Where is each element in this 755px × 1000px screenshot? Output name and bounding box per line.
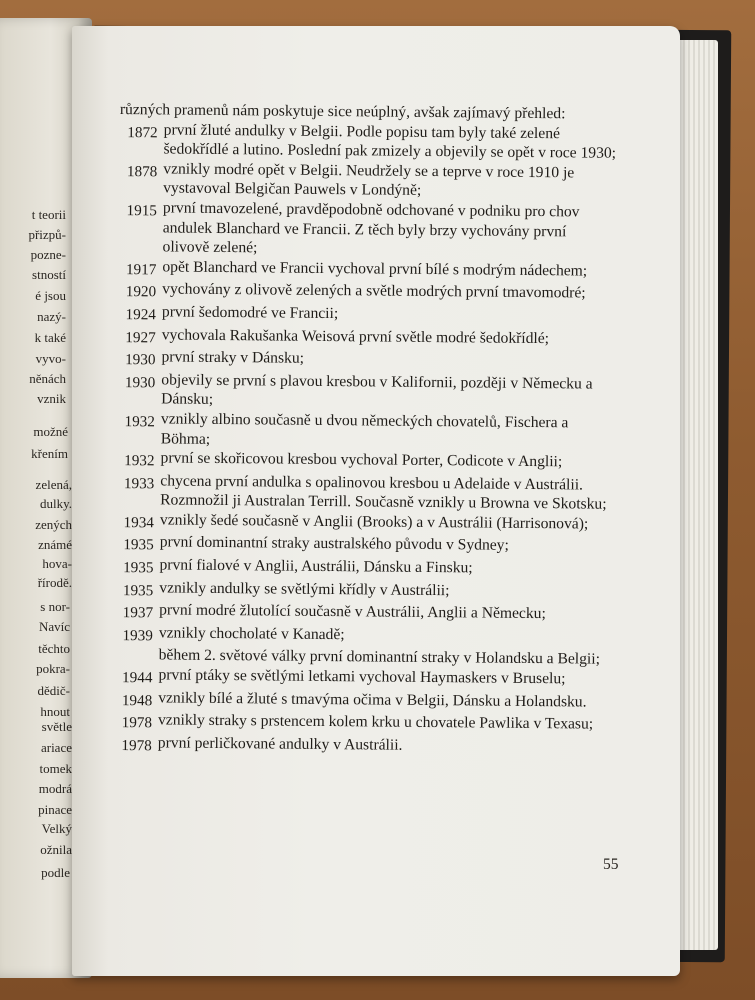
left-page-fragment: zených xyxy=(35,517,72,532)
left-page-fragment: křením xyxy=(31,446,68,461)
entry-text: první se skořicovou kresbou vychoval Porter, Codicote v Anglii; xyxy=(160,449,563,471)
left-page-fragment: něnách xyxy=(29,371,66,386)
entry-text: vznikly albino současně u dvou německých chovatelů, Fischera a Böhma; xyxy=(160,410,569,448)
left-page-fragment: pinace xyxy=(38,802,72,817)
left-page-fragment: t teorii xyxy=(31,207,66,222)
intro-paragraph: různých pramenů nám poskytuje sice neúplný, avšak zajímavý přehled: xyxy=(119,101,566,123)
entry-text: první žluté andulky v Belgii. Podle popisu tam byly také zelené šedokřídlé a lutino. Poslední pak zmizely a objevily se opět v roce 1930; xyxy=(163,121,617,162)
entry-text: první šedomodré ve Francii; xyxy=(161,303,339,323)
entry-year: 1978 xyxy=(121,736,152,755)
entry-text: vznikly chocholaté v Kanadě; xyxy=(158,624,345,644)
entry-year: 1872 xyxy=(127,123,158,141)
entry-year: 1933 xyxy=(123,474,155,493)
entry-text: vznikly straky s prstencem kolem krku u chovatele Pawlika v Texasu; xyxy=(157,711,594,733)
entry-year: 1937 xyxy=(122,604,154,622)
entry-year: 1935 xyxy=(123,559,154,577)
left-page-fragment: hnout xyxy=(40,704,70,719)
timeline-entry xyxy=(116,198,617,262)
left-page-fragment: pokra- xyxy=(36,661,70,676)
entry-text: vznikly bílé a žluté s tmavýma očima v Belgii, Dánsku a Holandsku. xyxy=(158,689,587,711)
left-page-fragment: s nor- xyxy=(40,599,70,614)
entry-year: 1944 xyxy=(121,669,153,687)
entry-year: 1930 xyxy=(125,351,156,369)
left-page-fragment: podle xyxy=(41,865,70,880)
entry-year: 1917 xyxy=(125,260,157,279)
entry-year: 1878 xyxy=(126,162,158,181)
left-page-fragment: Velký xyxy=(41,821,72,836)
entry-year: 1927 xyxy=(125,328,156,346)
entry-text: první ptáky se světlými letkami vychoval Haymaskers v Bruselu; xyxy=(158,666,566,688)
left-page-fragment: dulky. xyxy=(39,496,72,511)
left-page-fragment: světle xyxy=(41,719,72,734)
entry-text: opět Blanchard ve Francii vychoval první bílé s modrým nádechem; xyxy=(162,258,588,280)
entry-year: 1932 xyxy=(124,452,155,470)
entry-year: 1930 xyxy=(124,373,156,392)
left-page-fragment: přizpů- xyxy=(28,227,66,242)
left-page-fragment: známé xyxy=(38,537,72,552)
entry-text: vznikly šedé současně v Anglii (Brooks) a v Austrálii (Harrisonová); xyxy=(159,511,589,533)
entry-text: první tmavozelené, pravděpodobně odchované v podniku pro chov andulek Blanchard ve Francii. Z těch byly brzy vychovány první olivově zelené; xyxy=(162,199,580,257)
left-page-fragment: řírodě. xyxy=(37,575,72,590)
entry-text: první straky v Dánsku; xyxy=(161,348,305,367)
entry-text: první modré žlutolící současně v Austrálii, Anglii a Německu; xyxy=(159,601,546,623)
timeline-entry xyxy=(115,409,615,453)
entry-text: první perličkované andulky v Austrálii. xyxy=(157,734,403,754)
entry-text: vznikly modré opět v Belgii. Neudržely se a teprve v roce 1910 je vystavoval Belgičan Pauwels v Londýně; xyxy=(163,160,575,200)
left-page-fragment: pozne- xyxy=(30,247,66,262)
entry-text: objevily se první s plavou kresbou v Kalifornii, později v Německu a Dánsku; xyxy=(161,371,593,409)
left-page-fragment: ožnila xyxy=(40,842,72,857)
timeline-entry xyxy=(112,733,612,760)
entry-text: vychovány z olivově zelených a světle modrých první tmavomodré; xyxy=(162,280,586,302)
left-page-fragment: vyvo- xyxy=(35,351,66,366)
timeline-list xyxy=(112,120,618,761)
entry-year: 1935 xyxy=(123,536,154,554)
left-page-fragment: tomek xyxy=(39,761,72,776)
entry-year: 1948 xyxy=(121,691,153,709)
entry-text: chycena první andulka s opalinovou kresbou u Adelaide v Austrálii. Rozmnožil ji Australan Terrill. Současně vznikly u Browna ve Skotsku; xyxy=(160,472,607,513)
timeline-entry xyxy=(114,471,614,515)
left-page-fragment: možné xyxy=(33,424,68,439)
entry-text: vychovala Rakušanka Weisová první světle modré šedokřídlé; xyxy=(161,325,550,347)
left-page-fragment: é jsou xyxy=(35,288,66,303)
entry-year: 1978 xyxy=(121,714,153,732)
entry-text: první fialové v Anglii, Austrálii, Dánsku a Finsku; xyxy=(159,556,473,577)
left-page-fragment: stností xyxy=(32,267,66,282)
entry-year xyxy=(113,645,159,648)
left-page-fragment: k také xyxy=(34,330,66,345)
left-page-fragment: Navíc xyxy=(38,619,70,634)
left-page-fragment: zelená, xyxy=(35,477,72,492)
entry-year: 1932 xyxy=(124,412,155,431)
entry-text: první dominantní straky australského původu v Sydney; xyxy=(159,533,509,555)
timeline-entry xyxy=(115,370,615,414)
left-page-fragment: ariace xyxy=(40,740,72,755)
entry-year: 1915 xyxy=(126,202,158,220)
entry-year: 1924 xyxy=(125,306,157,324)
left-page-fragment: vznik xyxy=(37,391,66,406)
left-page-fragment: nazý- xyxy=(37,309,66,324)
left-page-fragment: modrá xyxy=(38,781,72,796)
entry-year: 1935 xyxy=(122,581,154,600)
entry-year: 1934 xyxy=(123,513,155,532)
left-page-fragment: dědič- xyxy=(37,683,70,698)
timeline-text xyxy=(112,100,618,760)
timeline-entry xyxy=(117,120,617,164)
left-page-fragment: hova- xyxy=(42,556,72,571)
entry-year: 1920 xyxy=(125,283,157,301)
entry-text: během 2. světové války první dominantní straky v Holandsku a Belgii; xyxy=(158,646,601,669)
left-page-fragment: těchto xyxy=(38,641,70,656)
page-number: 55 xyxy=(603,856,619,873)
timeline-entry xyxy=(117,159,617,203)
entry-year: 1939 xyxy=(122,626,153,645)
entry-text: vznikly andulky se světlými křídly v Austrálii; xyxy=(159,579,450,599)
